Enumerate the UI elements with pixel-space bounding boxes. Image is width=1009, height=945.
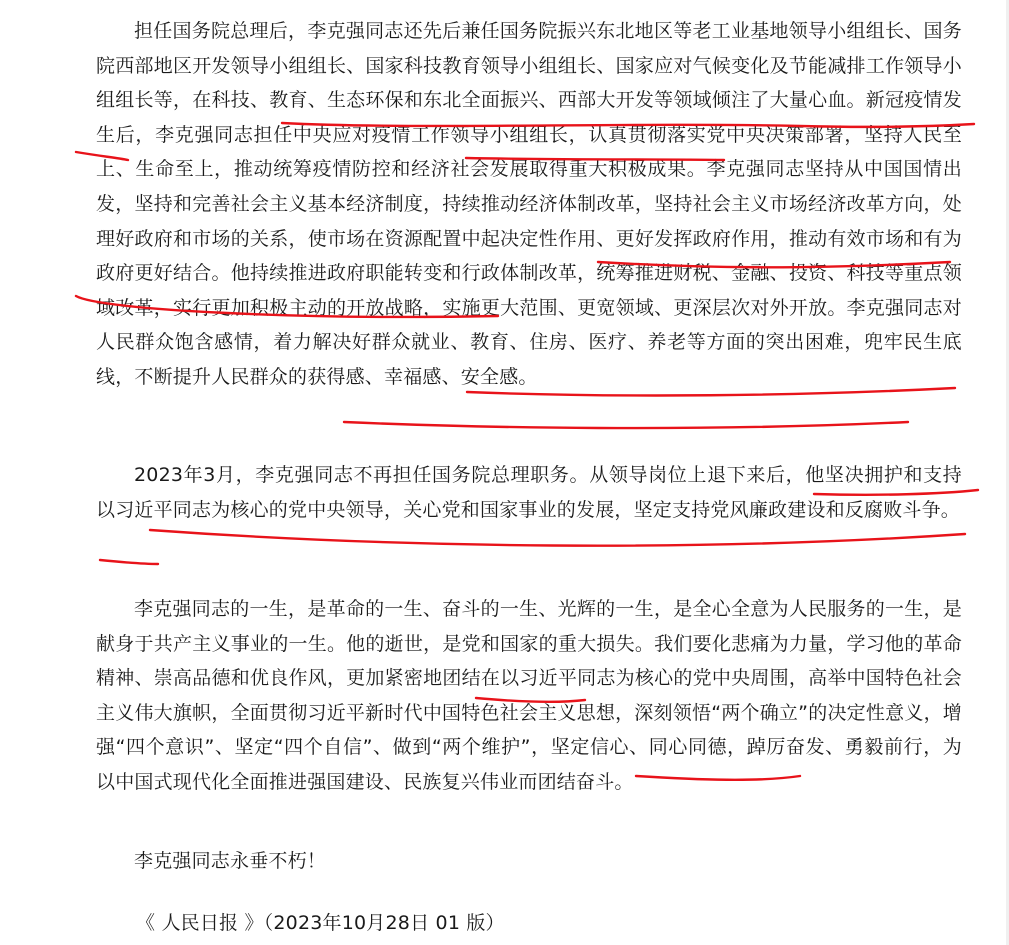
article-paragraph-1: 担任国务院总理后，李克强同志还先后兼任国务院振兴东北地区等老工业基地领导小组组长、国务院西部地区开发领导小组组长、国家科技教育领导小组组长、国家应对气候变化及节能减排工作领导小组组长等，在科技、教育、生态环保和东北全面振兴、西部大开发等领域倾注了大量心血。新冠疫情发生后，李克强同志担任中央应对疫情工作领导小组组长，认真贯彻落实党中央决策部署，坚持人民至上、生命至上，推动统筹疫情防控和经济社会发展取得重大积极成果。李克强同志坚持从中国国情出发，坚持和完善社会主义基本经济制度，持续推动经济体制改革，坚持社会主义市场经济改革方向，处理好政府和市场的关系，使市场在资源配置中起决定性作用、更好发挥政府作用，推动有效市场和有为政府更好结合。他持续推进政府职能转变和行政体制改革，统筹推进财税、金融、投资、科技等重点领域改革，实行更加积极主动的开放战略，实施更大范围、更宽领域、更深层次对外开放。李克强同志对人民群众饱含感情，着力解决好群众就业、教育、住房、医疗、养老等方面的突出困难，兜牢民生底线，不断提升人民群众的获得感、幸福感、安全感。: [96, 20, 962, 388]
underline-stroke: [150, 530, 965, 546]
underline-stroke: [100, 560, 158, 564]
underline-stroke: [344, 422, 908, 428]
article-paragraph-2: 2023年3月，李克强同志不再担任国务院总理职务。从领导岗位上退下来后，他坚决拥护和支持以习近平同志为核心的党中央领导，关心党和国家事业的发展，坚定支持党风廉政建设和反腐败斗争。: [96, 464, 962, 521]
source-line: 《 人民日报 》（2023年10月28日 01 版）: [136, 912, 505, 934]
article-paragraph-4: 李克强同志永垂不朽！: [134, 850, 327, 872]
article-paragraph-3: 李克强同志的一生，是革命的一生、奋斗的一生、光辉的一生，是全心全意为人民服务的一生，是献身于共产主义事业的一生。他的逝世，是党和国家的重大损失。我们要化悲痛为力量，学习他的革命精神、崇高品德和优良作风，更加紧密地团结在以习近平同志为核心的党中央周围，高举中国特色社会主义伟大旗帜，全面贯彻习近平新时代中国特色社会主义思想，深刻领悟“两个确立”的决定性意义，增强“四个意识”、坚定“四个自信”、做到“两个维护”，坚定信心、同心同德，踔厉奋发、勇毅前行，为以中国式现代化全面推进强国建设、民族复兴伟业而团结奋斗。: [96, 598, 962, 793]
